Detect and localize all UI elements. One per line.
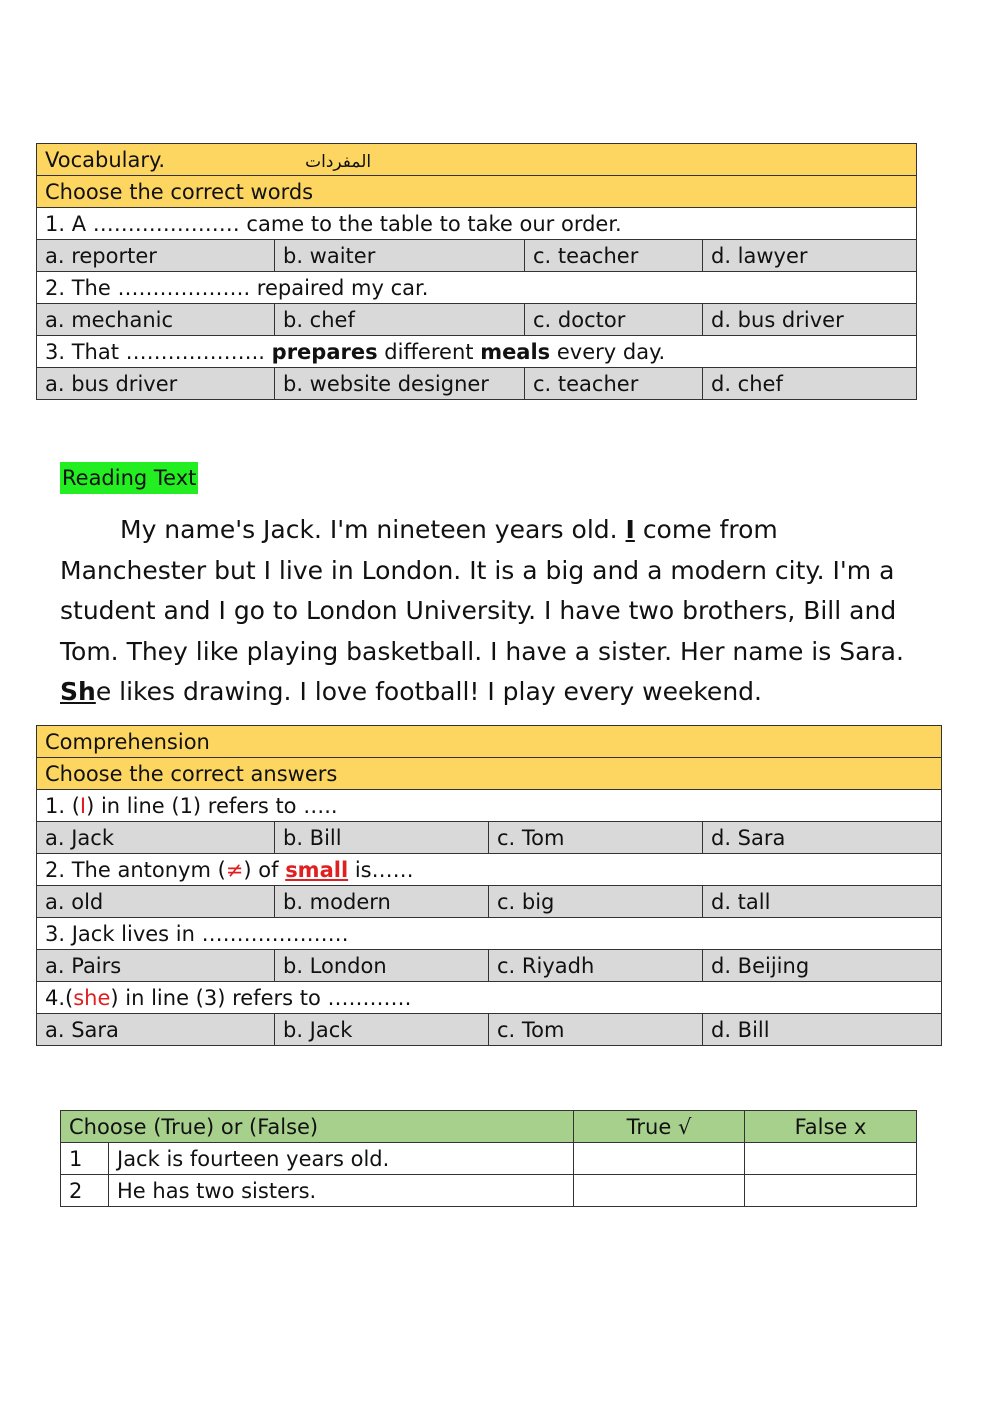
comprehension-title: Comprehension — [37, 726, 942, 758]
marked-word-she: Sh — [60, 677, 96, 706]
true-column-header: True √ — [574, 1111, 745, 1143]
reading-passage: My name's Jack. I'm nineteen years old. I come from Manchester but I live in London. It is a big and a modern city. I'm a student and I go to London University. I have two brothers, Bill and Tom. They like playing basketball. I have a sister. Her name is Sara. She likes drawing. I love football! I play every weekend. — [60, 515, 904, 706]
vocab-q1-option-a[interactable]: a. reporter — [37, 240, 275, 272]
false-answer-cell[interactable] — [745, 1143, 917, 1175]
vocab-q2-option-b[interactable]: b. chef — [275, 304, 525, 336]
vocabulary-title: Vocabulary. المفردات — [37, 144, 917, 176]
vocabulary-title-arabic: المفردات — [305, 151, 372, 172]
comp-q3-option-c[interactable]: c. Riyadh — [489, 950, 703, 982]
true-false-header: Choose (True) or (False) — [61, 1111, 574, 1143]
comp-question-3: 3. Jack lives in ………………… — [37, 918, 942, 950]
vocab-q1-option-b[interactable]: b. waiter — [275, 240, 525, 272]
vocab-question-1: 1. A ………………… came to the table to take our order. — [37, 208, 917, 240]
vocab-q2-option-d[interactable]: d. bus driver — [703, 304, 917, 336]
comp-q1-option-b[interactable]: b. Bill — [275, 822, 489, 854]
vocab-question-3: 3. That ……………….. prepares different meals every day. — [37, 336, 917, 368]
vocab-q3-option-b[interactable]: b. website designer — [275, 368, 525, 400]
statement-text: Jack is fourteen years old. — [109, 1143, 574, 1175]
true-false-table — [60, 1110, 917, 1207]
comp-q1-option-d[interactable]: d. Sara — [703, 822, 942, 854]
comp-q4-option-a[interactable]: a. Sara — [37, 1014, 275, 1046]
false-answer-cell[interactable] — [745, 1175, 917, 1207]
statement-text: He has two sisters. — [109, 1175, 574, 1207]
true-answer-cell[interactable] — [574, 1175, 745, 1207]
statement-number: 2 — [61, 1175, 109, 1207]
comp-q2-option-b[interactable]: b. modern — [275, 886, 489, 918]
vocab-question-2: 2. The ………………. repaired my car. — [37, 272, 917, 304]
comp-q3-option-b[interactable]: b. London — [275, 950, 489, 982]
vocab-q1-option-d[interactable]: d. lawyer — [703, 240, 917, 272]
vocabulary-instruction: Choose the correct words — [37, 176, 917, 208]
reading-text-label: Reading Text — [60, 462, 198, 494]
comp-q1-option-c[interactable]: c. Tom — [489, 822, 703, 854]
comp-question-4: 4.(she) in line (3) refers to ………… — [37, 982, 942, 1014]
comp-q4-option-b[interactable]: b. Jack — [275, 1014, 489, 1046]
vocab-q3-option-d[interactable]: d. chef — [703, 368, 917, 400]
true-answer-cell[interactable] — [574, 1143, 745, 1175]
vocab-q3-option-a[interactable]: a. bus driver — [37, 368, 275, 400]
marked-word-i: I — [625, 515, 635, 544]
comp-q4-option-d[interactable]: d. Bill — [703, 1014, 942, 1046]
comp-q2-option-c[interactable]: c. big — [489, 886, 703, 918]
comp-question-1: 1. (I) in line (1) refers to ….. — [37, 790, 942, 822]
comp-q1-option-a[interactable]: a. Jack — [37, 822, 275, 854]
false-column-header: False x — [745, 1111, 917, 1143]
vocabulary-table — [36, 143, 917, 400]
comp-q3-option-d[interactable]: d. Beijing — [703, 950, 942, 982]
comprehension-table — [36, 725, 942, 1046]
comp-q2-option-a[interactable]: a. old — [37, 886, 275, 918]
vocab-q2-option-a[interactable]: a. mechanic — [37, 304, 275, 336]
statement-number: 1 — [61, 1143, 109, 1175]
comp-q3-option-a[interactable]: a. Pairs — [37, 950, 275, 982]
table-row — [61, 1143, 917, 1175]
vocab-q3-option-c[interactable]: c. teacher — [525, 368, 703, 400]
vocab-q1-option-c[interactable]: c. teacher — [525, 240, 703, 272]
table-row — [61, 1175, 917, 1207]
comp-q2-option-d[interactable]: d. tall — [703, 886, 942, 918]
comp-question-2: 2. The antonym (≠) of small is…… — [37, 854, 942, 886]
comp-q4-option-c[interactable]: c. Tom — [489, 1014, 703, 1046]
comprehension-instruction: Choose the correct answers — [37, 758, 942, 790]
vocab-q2-option-c[interactable]: c. doctor — [525, 304, 703, 336]
